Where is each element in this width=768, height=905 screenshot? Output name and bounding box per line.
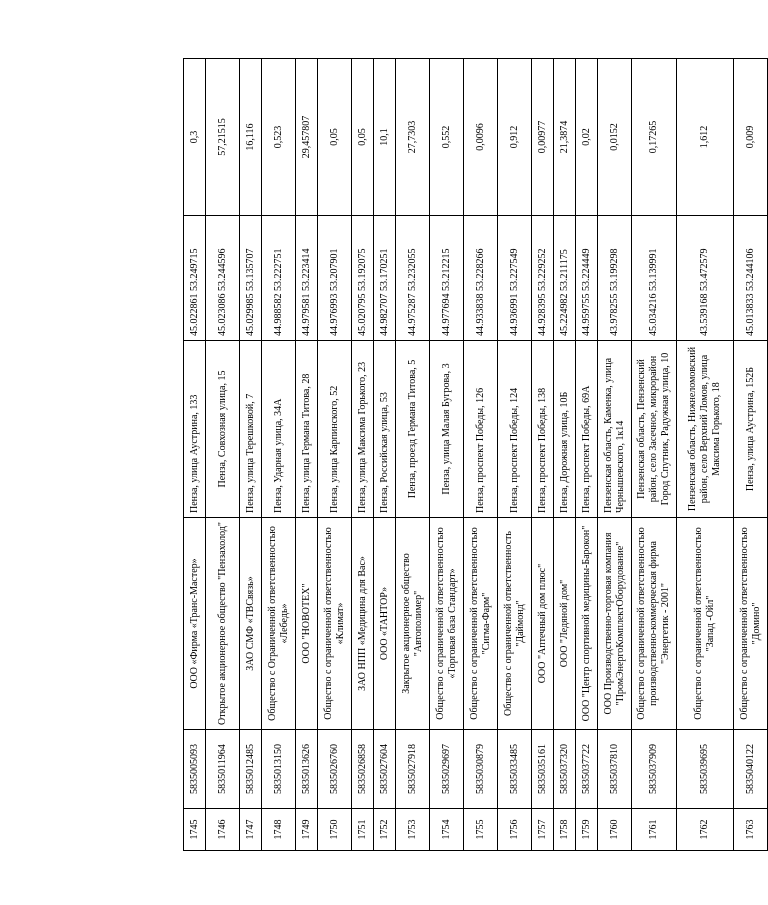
table-body [184, 59, 768, 851]
inn-cell: 5835026760 [318, 730, 352, 809]
inn-cell: 5835040122 [734, 730, 768, 809]
row-number: 1746 [206, 809, 240, 851]
address-cell: Пенза, Российская улица, 53 [374, 341, 396, 518]
inn-cell: 5835033485 [498, 730, 532, 809]
value-cell: 1,612 [677, 59, 734, 216]
rotated-page [183, 59, 762, 851]
organization-name-cell: Открытое акционерное общество "Пензахолод" [206, 518, 240, 730]
inn-cell: 5835030879 [464, 730, 498, 809]
row-number: 1750 [318, 809, 352, 851]
row-number: 1759 [576, 809, 598, 851]
coordinates-cell: 44.933838 53.228266 [464, 216, 498, 341]
table-row [240, 59, 262, 851]
row-number: 1754 [430, 809, 464, 851]
table-row [734, 59, 768, 851]
value-cell: 57,21515 [206, 59, 240, 216]
address-cell: Пензенская область, Каменка, улица Чернышевского, 1к14 [598, 341, 632, 518]
address-cell: Пенза, улица Германа Титова, 28 [296, 341, 318, 518]
inn-cell: 5835013150 [262, 730, 296, 809]
inn-cell: 5835037320 [554, 730, 576, 809]
registry-table [183, 58, 768, 851]
value-cell: 16,116 [240, 59, 262, 216]
coordinates-cell: 44.959755 53.224449 [576, 216, 598, 341]
coordinates-cell: 44.936991 53.227549 [498, 216, 532, 341]
value-cell: 27,7303 [396, 59, 430, 216]
address-cell: Пенза, Дорожная улица, 10Б [554, 341, 576, 518]
table-row [430, 59, 464, 851]
address-cell: Пенза, проспект Победы, 126 [464, 341, 498, 518]
coordinates-cell: 43.539168 53.472579 [677, 216, 734, 341]
table-row [296, 59, 318, 851]
row-number: 1760 [598, 809, 632, 851]
row-number: 1751 [352, 809, 374, 851]
row-number: 1748 [262, 809, 296, 851]
row-number: 1753 [396, 809, 430, 851]
coordinates-cell: 44.977694 53.212215 [430, 216, 464, 341]
table-row [374, 59, 396, 851]
value-cell: 21,3874 [554, 59, 576, 216]
value-cell: 0,02 [576, 59, 598, 216]
organization-name-cell: Закрытое акционерное общество "Автополимер" [396, 518, 430, 730]
value-cell: 29,457807 [296, 59, 318, 216]
row-number: 1745 [184, 809, 206, 851]
value-cell: 0,0096 [464, 59, 498, 216]
coordinates-cell: 45.023086 53.244596 [206, 216, 240, 341]
row-number: 1756 [498, 809, 532, 851]
table-row [598, 59, 632, 851]
organization-name-cell: ООО "Аптечный дом плюс" [532, 518, 554, 730]
coordinates-cell: 44.979581 53.223414 [296, 216, 318, 341]
table-row [464, 59, 498, 851]
table-row [532, 59, 554, 851]
coordinates-cell: 44.975287 53.232055 [396, 216, 430, 341]
inn-cell: 5835035161 [532, 730, 554, 809]
value-cell: 0,009 [734, 59, 768, 216]
organization-name-cell: Общество с ограниченной ответственностью "Домино" [734, 518, 768, 730]
address-cell: Пенза, проспект Победы, 138 [532, 341, 554, 518]
row-number: 1761 [632, 809, 677, 851]
organization-name-cell: Общество с Ограниченной ответственностью «Лебедь» [262, 518, 296, 730]
address-cell: Пенза, улица Карпинского, 52 [318, 341, 352, 518]
table-row [396, 59, 430, 851]
table-row [206, 59, 240, 851]
organization-name-cell: ООО «ТАНТОР» [374, 518, 396, 730]
coordinates-cell: 45.224982 53.211175 [554, 216, 576, 341]
value-cell: 0,0152 [598, 59, 632, 216]
inn-cell: 5835037909 [632, 730, 677, 809]
value-cell: 0,05 [318, 59, 352, 216]
address-cell: Пензенская область, Нижнеломовский район, село Верхний Ломов, улица Максима Горького, 18 [677, 341, 734, 518]
organization-name-cell: ООО Производственно-торговая компания "ПромЭнергоКомплектОборудование" [598, 518, 632, 730]
address-cell: Пенза, улица Аустрина, 133 [184, 341, 206, 518]
inn-cell: 5835026858 [352, 730, 374, 809]
address-cell: Пенза, проспект Победы, 124 [498, 341, 532, 518]
organization-name-cell: Общество с ограниченной ответственностью «Климат» [318, 518, 352, 730]
inn-cell: 5835027604 [374, 730, 396, 809]
table-row [576, 59, 598, 851]
value-cell: 0,912 [498, 59, 532, 216]
row-number: 1758 [554, 809, 576, 851]
address-cell: Пенза, Ударная улица, 34А [262, 341, 296, 518]
row-number: 1757 [532, 809, 554, 851]
organization-name-cell: ЗАО СМФ «ТВСвязь» [240, 518, 262, 730]
address-cell: Пенза, проезд Германа Титова, 5 [396, 341, 430, 518]
row-number: 1763 [734, 809, 768, 851]
value-cell: 0,00977 [532, 59, 554, 216]
inn-cell: 5835037810 [598, 730, 632, 809]
table-row [318, 59, 352, 851]
address-cell: Пензенская область, Пензенский район, село Засечное, микрорайон Город Спутник, Радужная улица, 10 [632, 341, 677, 518]
row-number: 1747 [240, 809, 262, 851]
organization-name-cell: ЗАО НПП «Медицина для Вас» [352, 518, 374, 730]
row-number: 1752 [374, 809, 396, 851]
coordinates-cell: 44.982707 53.170251 [374, 216, 396, 341]
coordinates-cell: 45.013833 53.244106 [734, 216, 768, 341]
organization-name-cell: ООО «Фирма «Транс-Мастер» [184, 518, 206, 730]
value-cell: 0,05 [352, 59, 374, 216]
organization-name-cell: Общество с ограниченной ответственностью «Торговая база Стандарт» [430, 518, 464, 730]
organization-name-cell: ООО "Ледяной дом" [554, 518, 576, 730]
inn-cell: 5835011964 [206, 730, 240, 809]
address-cell: Пенза, Совхозная улица, 15 [206, 341, 240, 518]
organization-name-cell: Общество с ограниченной ответственность "Даймонд" [498, 518, 532, 730]
table-row [184, 59, 206, 851]
value-cell: 10,1 [374, 59, 396, 216]
inn-cell: 5835039695 [677, 730, 734, 809]
value-cell: 0,3 [184, 59, 206, 216]
table-row [352, 59, 374, 851]
address-cell: Пенза, улица Максима Горького, 23 [352, 341, 374, 518]
inn-cell: 5835029697 [430, 730, 464, 809]
address-cell: Пенза, улица Терешковой, 7 [240, 341, 262, 518]
coordinates-cell: 44.988582 53.222751 [262, 216, 296, 341]
value-cell: 0,523 [262, 59, 296, 216]
coordinates-cell: 45.020795 53.192075 [352, 216, 374, 341]
coordinates-cell: 44.976993 53.207901 [318, 216, 352, 341]
inn-cell: 5835037722 [576, 730, 598, 809]
inn-cell: 5835012485 [240, 730, 262, 809]
table-row [498, 59, 532, 851]
value-cell: 0,17265 [632, 59, 677, 216]
organization-name-cell: Общество с ограниченной ответственностью производственно-коммерческая фирма "Энергетик - 2001" [632, 518, 677, 730]
organization-name-cell: Общество с ограниченной ответственностью "Сигма-Фарм" [464, 518, 498, 730]
inn-cell: 5835027918 [396, 730, 430, 809]
row-number: 1762 [677, 809, 734, 851]
inn-cell: 5835005093 [184, 730, 206, 809]
row-number: 1749 [296, 809, 318, 851]
table-row [677, 59, 734, 851]
coordinates-cell: 44.928395 53.229252 [532, 216, 554, 341]
address-cell: Пенза, улица Малая Бугрова, 3 [430, 341, 464, 518]
organization-name-cell: Общество с ограниченной ответственностью "Запад -Ойл" [677, 518, 734, 730]
coordinates-cell: 45.034216 53.139991 [632, 216, 677, 341]
table-row [554, 59, 576, 851]
row-number: 1755 [464, 809, 498, 851]
organization-name-cell: ООО "НОВОТЕХ" [296, 518, 318, 730]
coordinates-cell: 43.978255 53.199298 [598, 216, 632, 341]
value-cell: 0,552 [430, 59, 464, 216]
address-cell: Пенза, улица Аустрина, 152Б [734, 341, 768, 518]
coordinates-cell: 45.029985 53.135707 [240, 216, 262, 341]
coordinates-cell: 45.022861 53.249715 [184, 216, 206, 341]
organization-name-cell: ООО "Центр спортивной медицины-Барокон" [576, 518, 598, 730]
address-cell: Пенза, проспект Победы, 69А [576, 341, 598, 518]
table-row [262, 59, 296, 851]
inn-cell: 5835013626 [296, 730, 318, 809]
table-row [632, 59, 677, 851]
